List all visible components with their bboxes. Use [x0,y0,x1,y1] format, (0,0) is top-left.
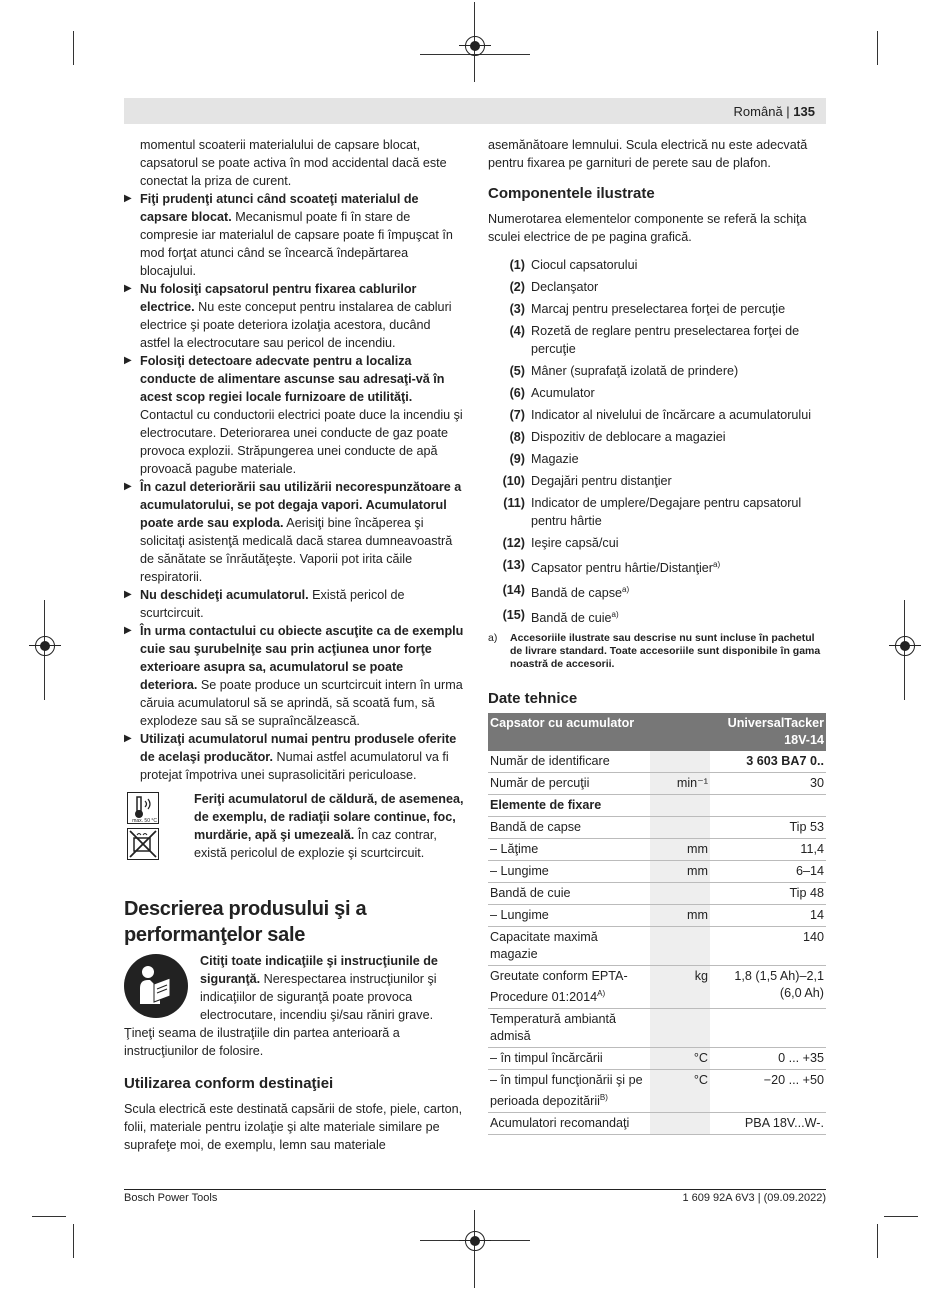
heat-warning [124,790,464,878]
component-label: Mâner (suprafaţă izolată de prindere) [531,364,739,378]
row-label: Bandă de cuie [490,885,571,900]
component-label: Indicator al nivelului de încărcare a acumulatorului [531,408,812,422]
row-footnote-ref: A) [597,988,606,998]
component-number: (4) [509,324,525,338]
row-unit: °C [650,1047,710,1069]
crop-mark [877,1224,878,1258]
component-item [488,362,828,380]
read-notice-bold: Citiţi toate indicaţiile şi instrucţiunile de siguranţă. [200,954,438,986]
row-unit: kg [650,965,710,1008]
row-label: Bandă de capse [490,819,582,834]
intended-use-continued: asemănătoare lemnului. Scula electrică nu este adecvată pentru fixarea pe garnituri de perete sau de plafon. [488,138,808,170]
component-item [488,534,828,552]
tech-data-table [488,713,826,1135]
component-label-wrap [531,606,619,627]
row-label-cell [488,1069,650,1112]
component-label-wrap [531,494,828,530]
component-item [488,606,828,627]
intended-use-text: Scula electrică este destinată capsării de stofe, piele, carton, folii, materiale pentru izolaţie şi alte materiale similare pe suprafeţe moi, de exemplu, lemn sau materiale [124,1102,463,1152]
component-label: Degajări pentru distanţier [531,474,672,488]
row-unit [650,926,710,965]
table-row [488,1047,826,1069]
row-value: 1,8 (1,5 Ah)–2,1 (6,0 Ah) [710,965,826,1008]
row-label-cell [488,904,650,926]
footnote-text: Accesoriile ilustrate sau descrise nu sunt incluse în pachetul de livrare standard. Toate accesoriile sunt disponibile în gama noastră de accesorii. [510,631,821,670]
table-row [488,1112,826,1134]
section-title: Descrierea produsului şi a performanţelor sale [124,898,367,946]
table-header-product: Capsator cu acumulator [488,713,710,751]
warning-body: Se poate produce un scurtcircuit intern în urma căruia acumulatorul să se aprindă, să scoată fum, să explodeze sau să se supraîncălzească. [140,678,463,728]
crop-mark [884,1216,918,1217]
crop-mark [73,1224,74,1258]
component-label-wrap [531,406,811,424]
table-header-model [710,713,826,751]
component-number: (7) [509,408,525,422]
warning-item [124,622,464,730]
row-label: Elemente de fixare [490,797,602,812]
model-variant: 18V-14 [784,732,824,747]
table-row [488,860,826,882]
row-value: 6–14 [710,860,826,882]
component-item [488,256,828,274]
warning-bold: În cazul deteriorării sau utilizării necorespunzătoare a acumulatorului, se pot degaja vapori. Acumulatorul poate arde sau exploda. [140,480,462,530]
warning-item [124,352,464,478]
footer-doc-id: 1 609 92A 6V3 | (09.09.2022) [682,1192,826,1204]
intro-text: momentul scoaterii materialului de capsare blocat, capsatorul se poate activa în mod accidental dacă este conectat la priza de curent. [140,138,447,188]
table-row [488,794,826,816]
component-label-wrap [531,322,828,358]
component-label-wrap [531,362,738,380]
read-notice-text [200,952,464,1024]
row-value: PBA 18V...W-. [710,1112,826,1134]
component-item [488,406,828,424]
arrow-bullet-icon: ▶ [124,283,132,294]
row-label-cell [488,1008,650,1047]
page-header: Română | 135 [733,104,815,119]
warning-body: Contactul cu conductorii electrici poate duce la incendiu şi electrocutare. Deteriorarea unei conducte de gaz poate provoca explozii. Străpungerea unei conducte de apă provoacă pagube materiale. [140,408,463,476]
row-label: Număr de percuţii [490,775,590,790]
warning-item [124,190,464,280]
component-label: Capsator pentru hârtie/Distanţier [531,561,714,576]
component-label-wrap [531,300,785,318]
row-label-cell [488,772,650,794]
arrow-bullet-icon: ▶ [124,733,132,744]
component-number: (12) [502,536,525,550]
arrow-bullet-icon: ▶ [124,481,132,492]
row-label: Capacitate maximă magazie [490,929,598,961]
row-value: Tip 48 [710,882,826,904]
component-number: (13) [502,558,525,572]
thermometer-icon [127,792,159,824]
row-value: 3 603 BA7 0.. [710,751,826,773]
row-value [710,794,826,816]
warning-bold: Utilizaţi acumulatorul numai pentru produsele oferite de acelaşi producător. [140,732,457,764]
page-number: 135 [793,104,815,119]
component-item [488,472,828,490]
row-unit: min⁻¹ [650,772,710,794]
registration-mark-icon [465,36,485,56]
registration-mark-icon [465,1231,485,1251]
components-title: Componentele ilustrate [488,185,655,202]
no-water-icon [127,828,159,860]
warning-bold: Nu deschideţi acumulatorul. [140,588,309,602]
row-label-cell [488,882,650,904]
warning-body: Există pericol de scurtcircuit. [140,588,405,620]
row-label: Număr de identificare [490,753,610,768]
row-value: 140 [710,926,826,965]
read-notice [124,952,464,1024]
row-label: – Lungime [490,863,549,878]
row-label-cell [488,751,650,773]
warning-body: Numai astfel acumulatorul va fi protejat împotriva unei suprasolicitări periculoase. [140,750,449,782]
component-number: (14) [502,583,525,598]
row-label-cell [488,1047,650,1069]
component-label: Bandă de cuie [531,611,612,626]
arrow-bullet-icon: ▶ [124,355,132,366]
component-item [488,322,828,358]
component-number: (9) [509,452,525,466]
right-column [488,136,828,1135]
component-number: (8) [509,430,525,444]
warning-list [124,190,464,784]
model-name: UniversalTacker [727,715,824,730]
footer-brand: Bosch Power Tools [124,1192,218,1204]
component-number: (2) [509,280,525,294]
registration-mark-icon [35,636,55,656]
row-unit [650,1112,710,1134]
warning-body: Aerisiţi bine încăperea şi solicitaţi asistenţă medicală dacă starea dumneavoastră de sănătate se înrăutăţeşte. Vaporii pot irita căile respiratorii. [140,516,453,584]
row-unit: mm [650,904,710,926]
component-label-wrap [531,450,579,468]
component-label: Magazie [531,452,579,466]
row-footnote-ref: B) [599,1092,608,1102]
component-item [488,384,828,402]
row-unit: mm [650,838,710,860]
component-item [488,556,828,577]
component-label: Ciocul capsatorului [531,258,638,272]
component-footnote-ref: a) [622,585,630,595]
row-unit [650,882,710,904]
read-manual-icon [124,954,188,1018]
arrow-bullet-icon: ▶ [124,589,132,600]
table-row [488,1008,826,1047]
warning-body: Mecanismul poate fi în stare de compresie iar materialul de capsare poate fi împuşcat în mod forţat atunci când se încearcă îndepărtarea blocajului. [140,210,453,278]
row-unit: °C [650,1069,710,1112]
row-label-cell [488,1112,650,1134]
component-label: Indicator de umplere/Degajare pentru capsatorul pentru hârtie [531,496,802,528]
warning-item [124,586,464,622]
component-label: Marcaj pentru preselectarea forţei de percuţie [531,302,786,316]
row-unit [650,1008,710,1047]
registration-mark-icon [895,636,915,656]
crop-mark [877,31,878,65]
component-number: (6) [509,386,525,400]
warning-bold: Folosiţi detectoare adecvate pentru a localiza conducte de alimentare ascunse sau adresaţi-vă în acest scop regiei locale furnizoare de utilităţi. [140,354,445,404]
heat-warning-bold: Feriţi acumulatorul de căldură, de asemenea, de exemplu, de radiaţii solare continue, foc, murdărie, apă şi umezeală. [194,792,464,842]
thermometer-label: max. 50 °C [132,818,157,824]
table-row [488,772,826,794]
row-value: Tip 53 [710,816,826,838]
component-number: (3) [509,302,525,316]
component-label-wrap [531,534,619,552]
row-label: – în timpul încărcării [490,1050,603,1065]
table-row [488,965,826,1008]
warning-item [124,478,464,586]
warning-bold: Fiţi prudenţi atunci când scoateţi materialul de capsare blocat. [140,192,419,224]
row-value: 30 [710,772,826,794]
warning-body: Nu este conceput pentru instalarea de cabluri electrice şi poate deteriora izolaţia acestora, ducând astfel la electrocutare sau pericol de incendiu. [140,300,452,350]
row-unit [650,794,710,816]
row-label: Acumulatori recomandaţi [490,1115,630,1130]
read-notice-body: Nerespectarea instrucţiunilor şi indicaţiilor de siguranţă poate provoca electrocutare, incendiu şi/sau răniri grave. [200,972,437,1022]
row-label: – în timpul funcţionării şi pe perioada depozitării [490,1072,643,1108]
component-item [488,450,828,468]
table-row [488,882,826,904]
component-label: Bandă de capse [531,586,623,601]
row-label-cell [488,838,650,860]
component-label: Rozetă de reglare pentru preselectarea forţei de percuţie [531,324,800,356]
component-item [488,300,828,318]
components-list [488,256,828,628]
heat-warning-text [194,790,464,862]
left-column [124,136,464,1154]
illustrations-note: Ţineţi seama de ilustraţiile din partea anterioară a instrucţiunilor de folosire. [124,1026,400,1058]
component-number: (1) [509,258,525,272]
header-band [124,98,826,124]
intended-use-title: Utilizarea conform destinaţiei [124,1075,334,1092]
row-value: −20 ... +50 [710,1069,826,1112]
row-unit: mm [650,860,710,882]
component-label-wrap [531,256,637,274]
crop-mark [32,1216,66,1217]
component-label: Dispozitiv de deblocare a magaziei [531,430,726,444]
warning-item [124,280,464,352]
component-item [488,278,828,296]
row-label-cell [488,816,650,838]
component-number: (10) [502,474,525,488]
table-row [488,838,826,860]
component-item [488,494,828,530]
component-label: Declanşator [531,280,599,294]
footer-rule [124,1189,826,1190]
table-header-row [488,713,826,751]
row-label-cell [488,794,650,816]
component-label-wrap [531,472,672,490]
footnote-mark: a) [488,631,498,644]
row-label: – Lăţime [490,841,539,856]
row-label-cell [488,965,650,1008]
row-label: Temperatură ambiantă admisă [490,1011,617,1043]
crop-mark [73,31,74,65]
warning-item [124,730,464,784]
row-value: 14 [710,904,826,926]
tech-data-title: Date tehnice [488,689,578,707]
component-footnote-ref: a) [713,560,721,569]
arrow-bullet-icon: ▶ [124,625,132,636]
component-label-wrap [531,556,720,577]
row-label-cell [488,860,650,882]
warning-bold: Nu folosiţi capsatorul pentru fixarea cablurilor electrice. [140,282,417,314]
component-item [488,581,828,602]
component-label-wrap [531,581,629,602]
component-footnote-ref: a) [611,610,619,620]
row-label-cell [488,926,650,965]
row-unit [650,816,710,838]
component-label-wrap [531,428,726,446]
heat-warning-body: În caz contrar, există pericolul de explozie şi scurtcircuit. [194,828,437,860]
component-number: (15) [502,608,525,623]
component-item [488,428,828,446]
component-label-wrap [531,384,595,402]
component-number: (11) [503,496,525,510]
row-unit [650,751,710,773]
footnote [488,632,828,671]
component-label-wrap [531,278,598,296]
row-label: Greutate conform EPTA-Procedure 01:2014 [490,968,628,1004]
table-row [488,751,826,773]
table-row [488,1069,826,1112]
component-label: Ieşire capsă/cui [531,536,619,550]
arrow-bullet-icon: ▶ [124,193,132,204]
row-value: 11,4 [710,838,826,860]
table-row [488,816,826,838]
row-value [710,1008,826,1047]
table-row [488,926,826,965]
row-label: – Lungime [490,907,549,922]
table-row [488,904,826,926]
components-intro: Numerotarea elementelor componente se referă la schiţa sculei electrice de pe pagina grafică. [488,212,807,244]
warning-bold: În urma contactului cu obiecte ascuţite ca de exemplu cuie sau şurubelniţe sau prin acţiunea unor forţe exterioare asupra sa, acumulatorul se poate deteriora. [140,624,464,692]
component-number: (5) [509,364,525,378]
header-language: Română [733,104,783,119]
component-label: Acumulator [531,386,595,400]
row-value: 0 ... +35 [710,1047,826,1069]
